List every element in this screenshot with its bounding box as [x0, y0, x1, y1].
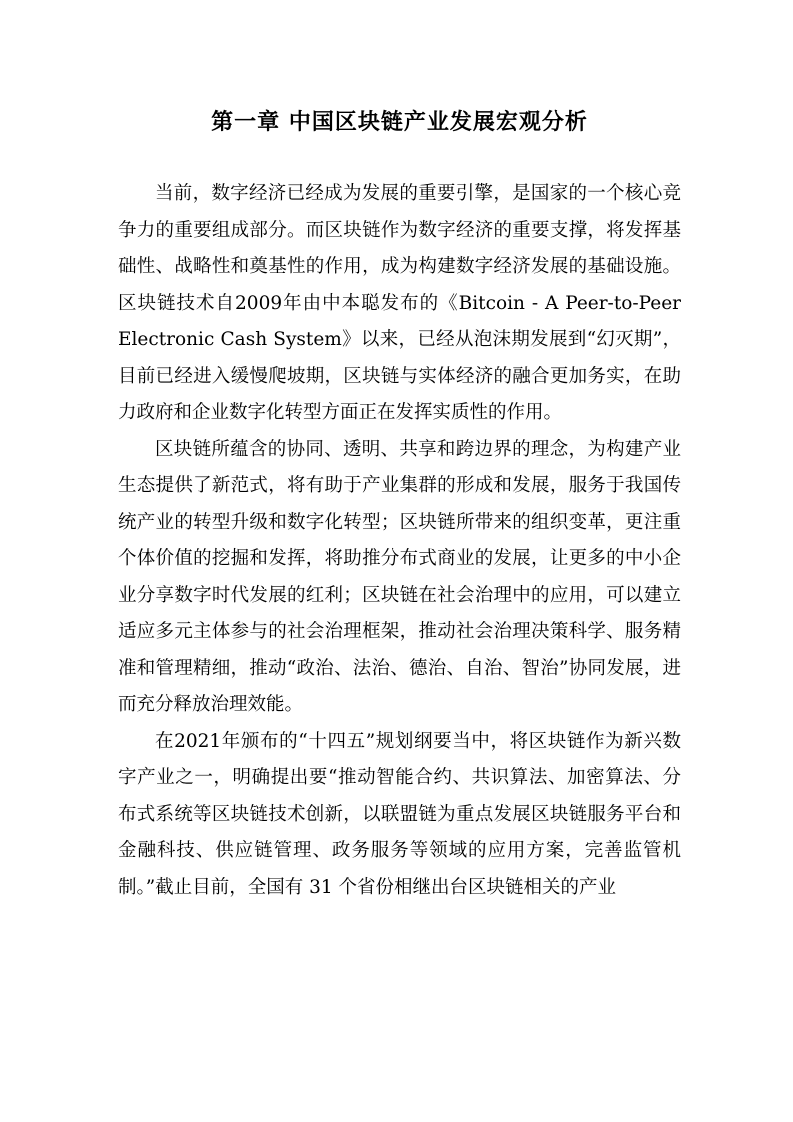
paragraph-3: 在2021年颁布的“十四五”规划纲要当中，将区块链作为新兴数字产业之一，明确提出要“推动智能合约、共识算法、加密算法、分布式系统等区块链技术创新，以联盟链为重点发展区块链服务平台和金融科技、供应链管理、政务服务等领域的应用方案，完善监管机制。”截止目前，全国有 31 个省份相继出台区块链相关的产业 — [118, 730, 681, 898]
paragraph-2: 区块链所蕴含的协同、透明、共享和跨边界的理念，为构建产业生态提供了新范式，将有助于产业集群的形成和发展，服务于我国传统产业的转型升级和数字化转型；区块链所带来的组织变革，更注重个体价值的挖掘和发挥，将助推分布式商业的发展，让更多的中小企业分享数字时代发展的红利；区块链在社会治理中的应用，可以建立适应多元主体参与的社会治理框架，推动社会治理决策科学、服务精准和管理精细，推动“政治、法治、德治、自治、智治”协同发展，进而充分释放治理效能。 — [118, 438, 681, 715]
chapter-title: 第一章 中国区块链产业发展宏观分析 — [211, 110, 588, 135]
paragraph-1: 当前，数字经济已经成为发展的重要引擎，是国家的一个核心竞争力的重要组成部分。而区块链作为数字经济的重要支撑，将发挥基础性、战略性和奠基性的作用，成为构建数字经济发展的基础设施。区块链技术自2009年由中本聪发布的《Bitcoin - A Peer-to-Peer Electronic Cash System》以来，已经从泡沫期发展到“幻灭期”，目前已经进入缓慢爬坡期，区块链与实体经济的融合更加务实，在助力政府和企业数字化转型方面正在发挥实质性的作用。 — [118, 183, 681, 423]
